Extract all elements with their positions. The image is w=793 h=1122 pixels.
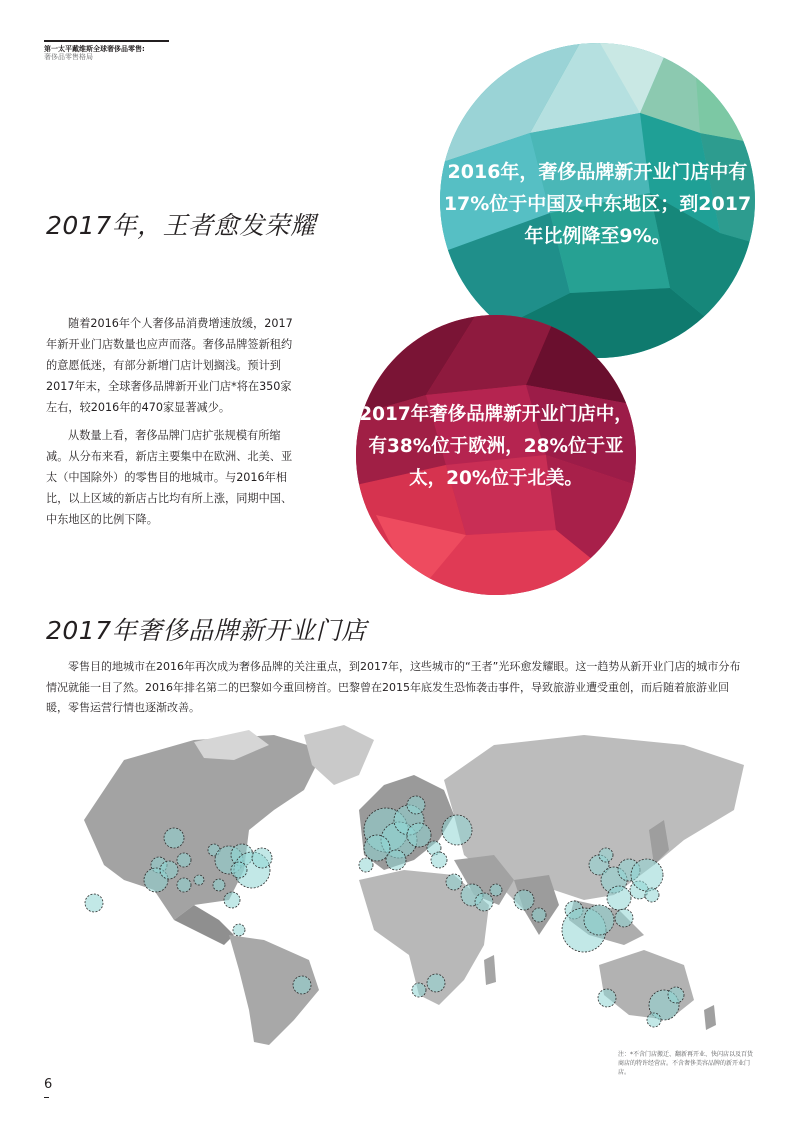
store-bubble bbox=[177, 878, 191, 892]
store-bubble bbox=[615, 909, 633, 927]
page-number: 6 bbox=[44, 1077, 53, 1092]
teal-callout-text: 2016年，奢侈品牌新开业门店中有17%位于中国及中东地区；到2017年比例降至9%。 bbox=[443, 161, 752, 247]
landmass-new-zealand bbox=[704, 1005, 716, 1030]
store-bubble bbox=[631, 859, 663, 891]
red-callout-circle bbox=[356, 315, 636, 595]
new-stores-paragraph: 零售目的地城市在2016年再次成为奢侈品牌的关注重点，到2017年，这些城市的“王者”光环愈发耀眼。这一趋势从新开业门店的城市分布情况就能一目了然。2016年排名第二的巴黎如今重回榜首。巴黎曾在2015年底发生恐怖袭击事件，导致旅游业遭受重创，而后随着旅游业回暖，零售运营行情也逐渐改善。 bbox=[46, 660, 741, 714]
store-bubble bbox=[364, 835, 390, 861]
store-bubble bbox=[160, 861, 178, 879]
store-bubble bbox=[231, 862, 247, 878]
store-bubble bbox=[607, 886, 631, 910]
page-number-rule bbox=[44, 1097, 49, 1098]
store-bubble bbox=[645, 888, 659, 902]
world-map bbox=[44, 720, 750, 1050]
store-bubble bbox=[427, 974, 445, 992]
store-bubble bbox=[647, 1013, 661, 1027]
header-publication-title: 第一太平戴维斯全球奢侈品零售: bbox=[44, 45, 145, 53]
store-bubble bbox=[407, 796, 425, 814]
store-bubble bbox=[164, 828, 184, 848]
distribution-paragraph: 从数量上看，奢侈品牌门店扩张规模有所缩减。从分布来看，新店主要集中在欧洲、北美、亚太（中国除外）的零售目的地城市。与2016年相比，以上区域的新店占比均有所上涨，同期中国、中东地区的比例下降。 bbox=[46, 429, 293, 526]
section-title-2017: 2017年，王者愈发荣耀 bbox=[46, 211, 316, 240]
header-section-title: 奢侈品零售格局 bbox=[44, 53, 93, 61]
store-bubble bbox=[442, 815, 472, 845]
store-bubble bbox=[584, 905, 614, 935]
section-title-new-stores: 2017年奢侈品牌新开业门店 bbox=[46, 616, 367, 645]
store-bubble bbox=[668, 987, 684, 1003]
store-bubble bbox=[598, 989, 616, 1007]
landmass-greenland bbox=[304, 725, 374, 785]
store-bubble bbox=[194, 875, 204, 885]
store-bubble bbox=[475, 893, 493, 911]
store-bubble bbox=[213, 879, 225, 891]
header-rule bbox=[44, 40, 169, 42]
landmass-north-america bbox=[84, 735, 324, 920]
store-bubble bbox=[359, 858, 373, 872]
store-bubble bbox=[224, 892, 240, 908]
store-bubble bbox=[514, 890, 534, 910]
store-bubble bbox=[177, 853, 191, 867]
landmass-madagascar bbox=[484, 955, 496, 985]
store-bubble bbox=[446, 874, 462, 890]
footnote: 注：*不含门店搬迁、翻新再开业、快闪店以及百货商店的特许经营店。不含奢侈美容品牌的新开业门店。 bbox=[618, 1051, 754, 1076]
running-header bbox=[44, 40, 169, 62]
red-callout-text: 2017年奢侈品牌新开业门店中，有38%位于欧洲，28%位于亚太，20%位于北美。 bbox=[359, 404, 633, 489]
store-bubble bbox=[431, 852, 447, 868]
store-bubble bbox=[252, 848, 272, 868]
store-bubble bbox=[233, 924, 245, 936]
intro-paragraph: 随着2016年个人奢侈品消费增速放缓，2017年新开业门店数量也应声而落。奢侈品牌签新租约的意愿低迷，有部分新增门店计划搁浅。预计到2017年末，全球奢侈品牌新开业门店*将在350家左右，较2016年的470家显著减少。 bbox=[46, 317, 293, 414]
landmass-australia bbox=[599, 950, 694, 1020]
store-bubble bbox=[293, 976, 311, 994]
store-bubble bbox=[599, 848, 613, 862]
store-bubble bbox=[532, 908, 546, 922]
store-bubble bbox=[490, 884, 502, 896]
store-bubble bbox=[85, 894, 103, 912]
store-bubble bbox=[386, 850, 406, 870]
teal-callout-circle bbox=[440, 43, 755, 358]
store-bubble bbox=[407, 823, 431, 847]
store-bubble bbox=[412, 983, 426, 997]
